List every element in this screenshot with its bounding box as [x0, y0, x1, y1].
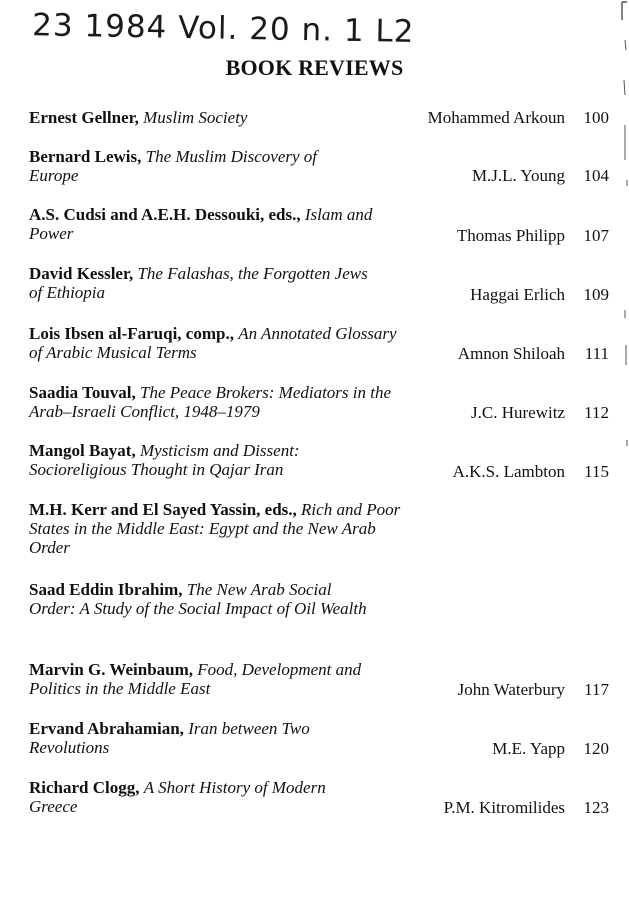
page-number: 100	[583, 108, 609, 127]
page-number: 107	[583, 226, 609, 245]
review-citation	[29, 441, 359, 479]
review-citation	[29, 108, 401, 127]
book-author: A.S. Cudsi and A.E.H. Dessouki, eds.,	[29, 205, 301, 224]
book-author: Ervand Abrahamian,	[29, 719, 184, 738]
reviewer-name: John Waterbury	[457, 680, 565, 699]
page-number: 109	[583, 285, 609, 304]
review-citation	[29, 580, 379, 618]
page-number: 111	[584, 344, 609, 363]
book-title: Muslim Society	[143, 108, 248, 127]
reviewer-name: Amnon Shiloah	[457, 344, 565, 363]
reviewer-name: Thomas Philipp	[456, 226, 565, 245]
reviewer-name: Haggai Erlich	[470, 285, 565, 304]
book-title: Rich and Poor States in the Middle East: Egypt and the New Arab Order	[29, 500, 401, 557]
book-author: David Kessler,	[29, 264, 134, 283]
review-citation	[29, 324, 401, 362]
reviewer-name: A.K.S. Lambton	[452, 462, 565, 481]
review-citation	[29, 205, 401, 243]
book-author: Lois Ibsen al-Faruqi, comp.,	[29, 324, 234, 343]
book-title: A Short History of Modern Greece	[29, 778, 326, 816]
book-author: Saadia Touval,	[29, 383, 136, 402]
book-title: The Falashas, the Forgotten Jews of Ethiopia	[29, 264, 368, 302]
book-title: The Muslim Discovery of Europe	[29, 147, 318, 185]
reviewer-name: M.E. Yapp	[492, 739, 565, 758]
review-citation	[29, 383, 401, 421]
page-number: 120	[583, 739, 609, 758]
review-citation	[29, 660, 374, 698]
book-title: Islam and Power	[29, 205, 373, 243]
page-title: BOOK REVIEWS	[225, 55, 404, 80]
book-author: Saad Eddin Ibrahim,	[29, 580, 183, 599]
handwritten-annotation: 23 1984 Vol. 20 n. 1 L2	[31, 7, 415, 50]
page-number: 112	[584, 403, 609, 422]
reviewer-name: M.J.L. Young	[471, 166, 565, 185]
book-title: Food, Development and Politics in the Middle East	[29, 660, 362, 698]
page-number: 115	[584, 462, 609, 481]
book-author: Ernest Gellner,	[29, 108, 139, 127]
review-citation	[29, 719, 349, 757]
book-title: An Annotated Glossary of Arabic Musical Terms	[29, 324, 397, 362]
page-number: 104	[583, 166, 609, 185]
review-citation	[29, 778, 369, 816]
book-title: Iran between Two Revolutions	[29, 719, 310, 757]
book-author: Richard Clogg,	[29, 778, 140, 797]
reviewer-name: J.C. Hurewitz	[471, 403, 565, 422]
book-author: M.H. Kerr and El Sayed Yassin, eds.,	[29, 500, 297, 519]
book-author: Bernard Lewis,	[29, 147, 142, 166]
page-number: 117	[584, 680, 609, 699]
book-title: Mysticism and Dissent: Socioreligious Thought in Qajar Iran	[29, 441, 300, 479]
review-citation	[29, 264, 369, 302]
review-citation	[29, 500, 401, 557]
book-title: The New Arab Social Order: A Study of the Social Impact of Oil Wealth	[29, 580, 367, 618]
book-title: The Peace Brokers: Mediators in the Arab–Israeli Conflict, 1948–1979	[29, 383, 392, 421]
page-number: 123	[583, 798, 609, 817]
review-citation	[29, 147, 364, 185]
reviewer-name: Mohammed Arkoun	[427, 108, 565, 127]
book-author: Marvin G. Weinbaum,	[29, 660, 194, 679]
book-author: Mangol Bayat,	[29, 441, 136, 460]
scan-edge-marks	[619, 0, 629, 900]
reviewer-name: P.M. Kitromilides	[443, 798, 565, 817]
